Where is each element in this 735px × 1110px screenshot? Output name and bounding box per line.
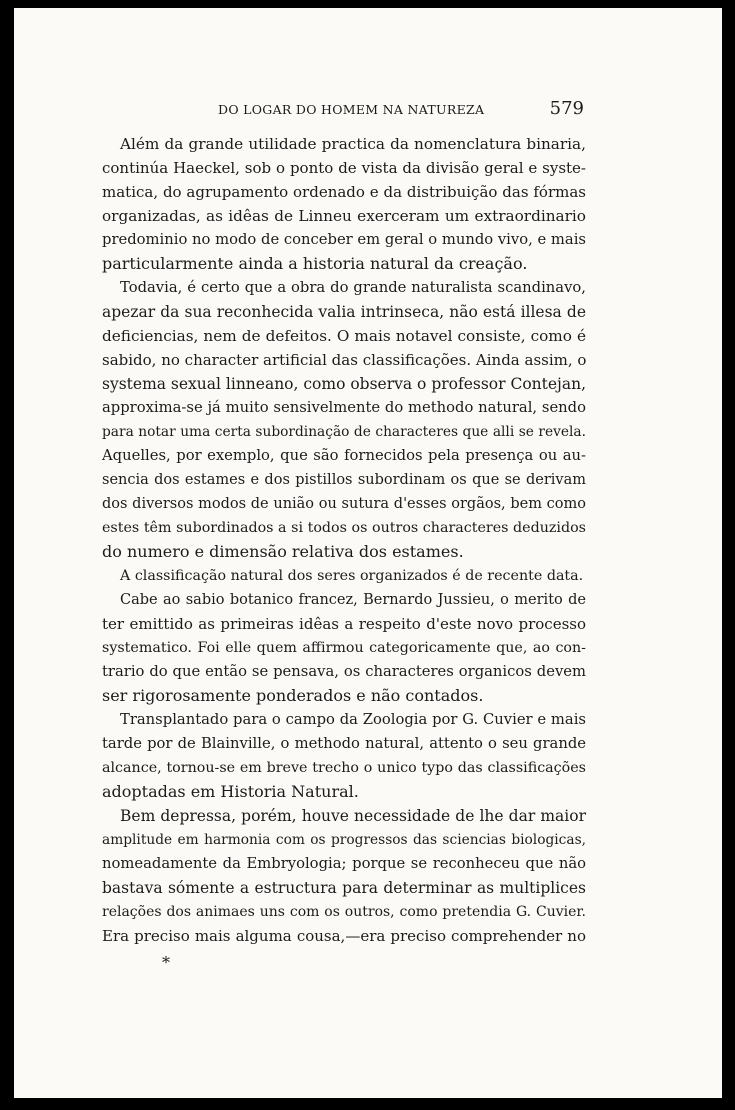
book-page (14, 8, 722, 1098)
text-line: nomeadamente da Embryologia; porque se reconheceu que não (102, 855, 586, 872)
text-line: organizadas, as idêas de Linneu exerceram um extraordinario (102, 207, 586, 225)
text-line: Aquelles, por exemplo, que são fornecidos pela presença ou au- (102, 447, 586, 464)
text-line: sencia dos estames e dos pistillos subordinam os que se derivam (102, 472, 586, 488)
text-line: estes têm subordinados a si todos os outros characteres deduzidos (102, 520, 586, 536)
text-line: systematico. Foi elle quem affirmou categoricamente que, ao con- (102, 640, 586, 656)
text-line: sabido, no character artificial das classificações. Ainda assim, o (102, 351, 587, 369)
running-title: DO LOGAR DO HOMEM NA NATUREZA (218, 102, 485, 117)
text-line: matica, do agrupamento ordenado e da distribuição das fórmas (102, 183, 586, 201)
text-line: Era preciso mais alguma cousa,—era preciso comprehender no (102, 927, 586, 945)
text-line: do numero e dimensão relativa dos estames. (102, 542, 464, 561)
text-line: deficiencias, nem de defeitos. O mais notavel consiste, como é (102, 327, 586, 345)
text-line: A classificação natural dos seres organizados é de recente data. (120, 568, 584, 584)
text-line: systema sexual linneano, como observa o professor Contejan, (102, 375, 586, 393)
text-line: Além da grande utilidade practica da nomenclatura binaria, (120, 135, 586, 153)
text-line: Todavia, é certo que a obra do grande naturalista scandinavo, (120, 279, 586, 296)
text-line: dos diversos modos de união ou sutura d'esses orgãos, bem como (102, 496, 586, 512)
body-text (102, 132, 586, 948)
text-line: ser rigorosamente ponderados e não contados. (102, 686, 484, 705)
text-line: Transplantado para o campo da Zoologia por G. Cuvier e mais (120, 711, 586, 728)
text-line: relações dos animaes uns com os outros, como pretendia G. Cuvier. (102, 904, 586, 920)
text-line: apezar da sua reconhecida valia intrinseca, não está illesa de (102, 303, 586, 321)
text-line: amplitude em harmonia com os progressos das sciencias biologicas, (102, 832, 586, 848)
text-line: ter emittido as primeiras idêas a respeito d'este novo processo (102, 615, 586, 633)
text-line: approxima-se já muito sensivelmente do methodo natural, sendo (102, 399, 586, 416)
text-line: Cabe ao sabio botanico francez, Bernardo Jussieu, o merito de (120, 592, 586, 608)
text-line: bastava sómente a estructura para determinar as multiplices (102, 879, 586, 897)
text-line: adoptadas em Historia Natural. (102, 782, 359, 801)
text-line: continúa Haeckel, sob o ponto de vista da divisão geral e syste- (102, 159, 586, 177)
text-line: tarde por de Blainville, o methodo natural, attento o seu grande (102, 735, 586, 752)
text-line: trario do que então se pensava, os characteres organicos devem (102, 663, 586, 680)
text-line: alcance, tornou-se em breve trecho o unico typo das classificações (102, 760, 586, 776)
text-line: Bem depressa, porém, houve necessidade de lhe dar maior (120, 807, 586, 825)
footnote-mark: * (162, 953, 170, 972)
text-line: predominio no modo de conceber em geral o mundo vivo, e mais (102, 231, 586, 248)
page-number: 579 (549, 98, 584, 119)
text-line: para notar uma certa subordinação de characteres que alli se revela. (102, 424, 586, 440)
page-header (204, 94, 584, 124)
text-line: particularmente ainda a historia natural da creação. (102, 254, 528, 273)
